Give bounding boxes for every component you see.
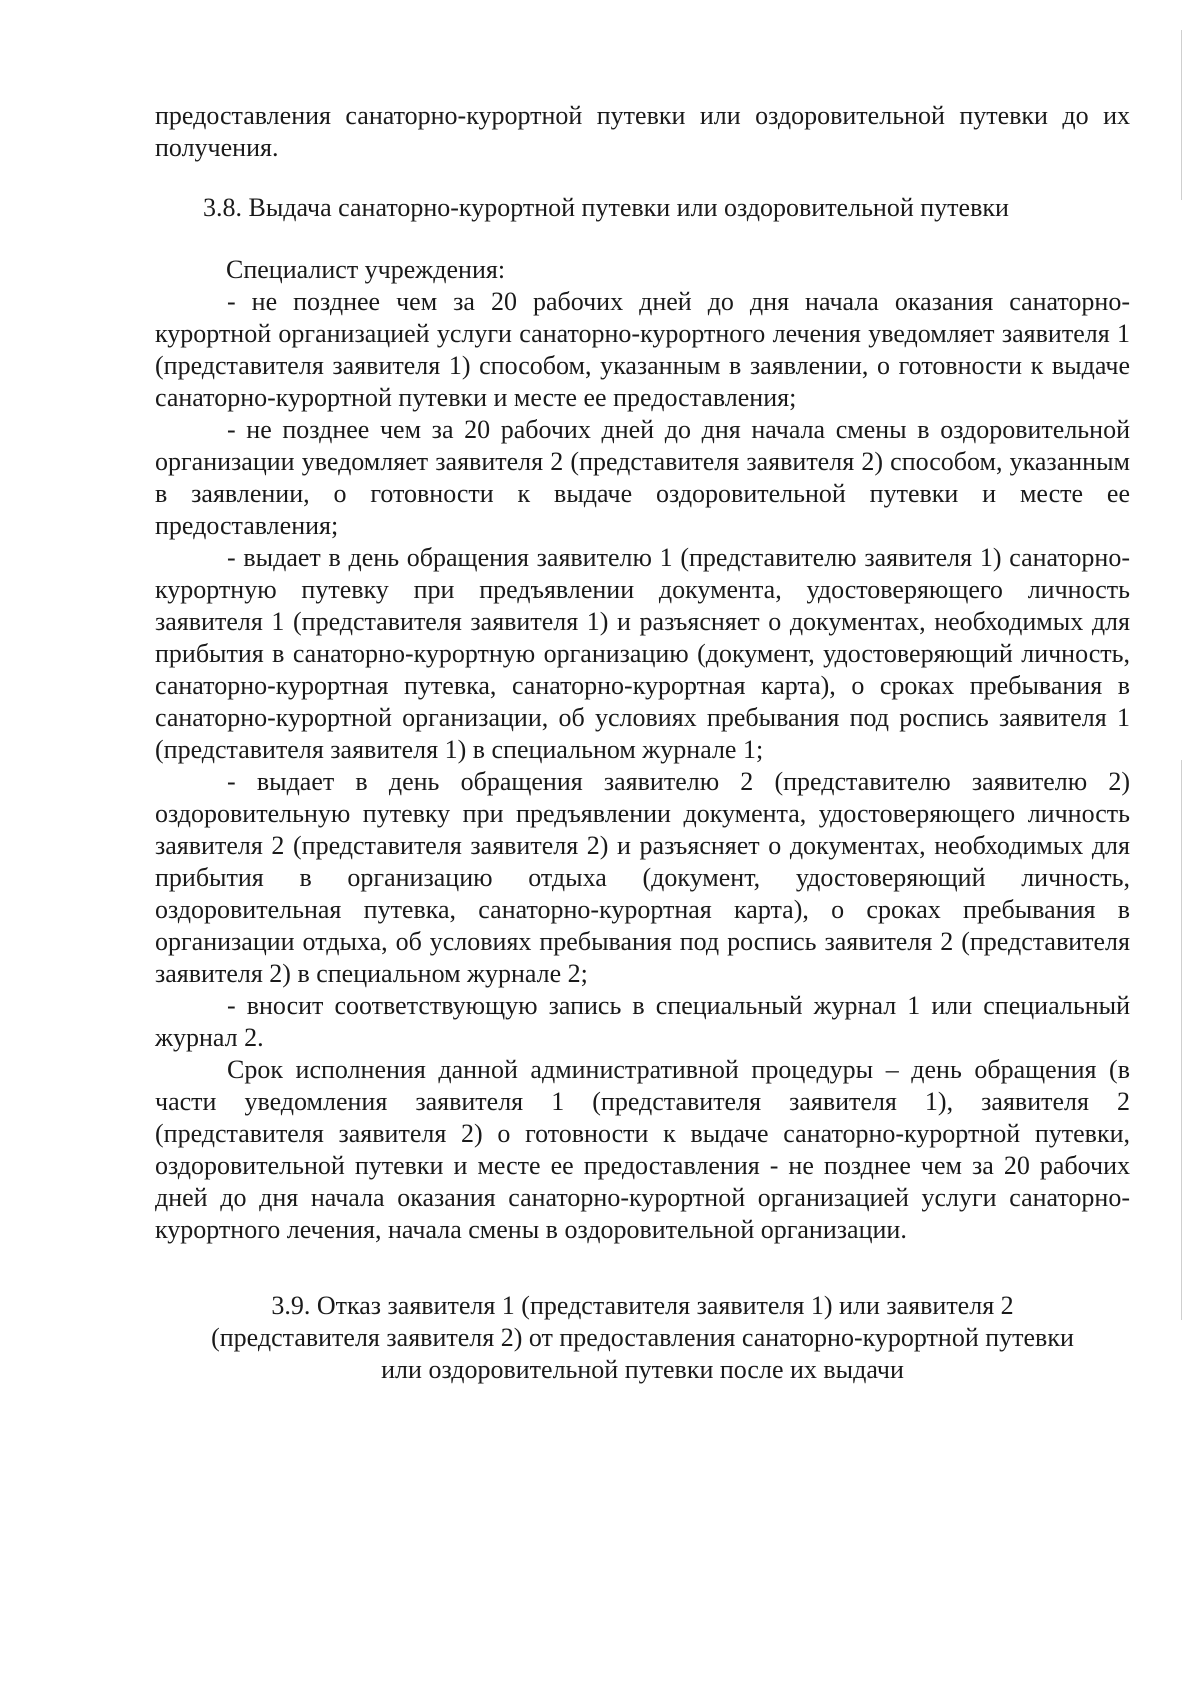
section-3-9-heading-line-3: или оздоровительной путевки после их выдачи xyxy=(381,1355,904,1384)
section-3-8-intro: Специалист учреждения: xyxy=(226,255,506,284)
scan-edge-line xyxy=(1181,760,1182,1320)
section-3-9-heading xyxy=(155,1290,1130,1386)
section-3-8-deadline: Срок исполнения данной административной процедуры – день обращения (в части уведомления заявителя 1 (представителя заявителя 1), заявителя 2 (представителя заявителя 2) о готовности к выдаче санаторно-курортной путевки, оздоровительной путевки и месте ее предоставления - не позднее чем за 20 рабочих дней до дня начала оказания санаторно-курортной организацией услуги санаторно-курортного лечения, начала смены в оздоровительной организации. xyxy=(155,1055,1130,1244)
section-3-8-item-1: - не позднее чем за 20 рабочих дней до дня начала оказания санаторно-курортной организацией услуги санаторно-курортного лечения уведомляет заявителя 1 (представителя заявителя 1) способом, указанным в заявлении, о готовности к выдаче санаторно-курортной путевки и месте ее предоставления; xyxy=(155,287,1130,412)
section-3-8-item-5: - вносит соответствующую запись в специальный журнал 1 или специальный журнал 2. xyxy=(155,991,1130,1052)
section-3-8-heading: 3.8. Выдача санаторно-курортной путевки или оздоровительной путевки xyxy=(203,193,1009,222)
section-3-9-heading-line-2: (представителя заявителя 2) от предоставления санаторно-курортной путевки xyxy=(211,1323,1074,1352)
lead-paragraph: предоставления санаторно-курортной путевки или оздоровительной путевки до их получения. xyxy=(155,101,1130,162)
section-3-9-heading-line-1: 3.9. Отказ заявителя 1 (представителя заявителя 1) или заявителя 2 xyxy=(271,1291,1014,1320)
section-3-8-item-2: - не позднее чем за 20 рабочих дней до дня начала смены в оздоровительной организации уведомляет заявителя 2 (представителя заявителя 2) способом, указанным в заявлении, о готовности к выдаче оздоровительной путевки и месте ее предоставления; xyxy=(155,415,1130,540)
document-body xyxy=(155,100,1130,1386)
section-3-8-item-4: - выдает в день обращения заявителю 2 (представителю заявителю 2) оздоровительную путевку при предъявлении документа, удостоверяющего личность заявителя 2 (представителя заявителя 2) и разъясняет о документах, необходимых для прибытия в организацию отдыха (документ, удостоверяющий личность, оздоровительная путевка, санаторно-курортная карта), о сроках пребывания в организации отдыха, об условиях пребывания под роспись заявителя 2 (представителя заявителя 2) в специальном журнале 2; xyxy=(155,767,1130,988)
section-3-8-item-3: - выдает в день обращения заявителю 1 (представителю заявителя 1) санаторно-курортную путевку при предъявлении документа, удостоверяющего личность заявителя 1 (представителя заявителя 1) и разъясняет о документах, необходимых для прибытия в санаторно-курортную организацию (документ, удостоверяющий личность, санаторно-курортная путевка, санаторно-курортная карта), о сроках пребывания в санаторно-курортной организации, об условиях пребывания под роспись заявителя 1 (представителя заявителя 1) в специальном журнале 1; xyxy=(155,543,1130,764)
scan-edge-line xyxy=(1181,30,1182,200)
